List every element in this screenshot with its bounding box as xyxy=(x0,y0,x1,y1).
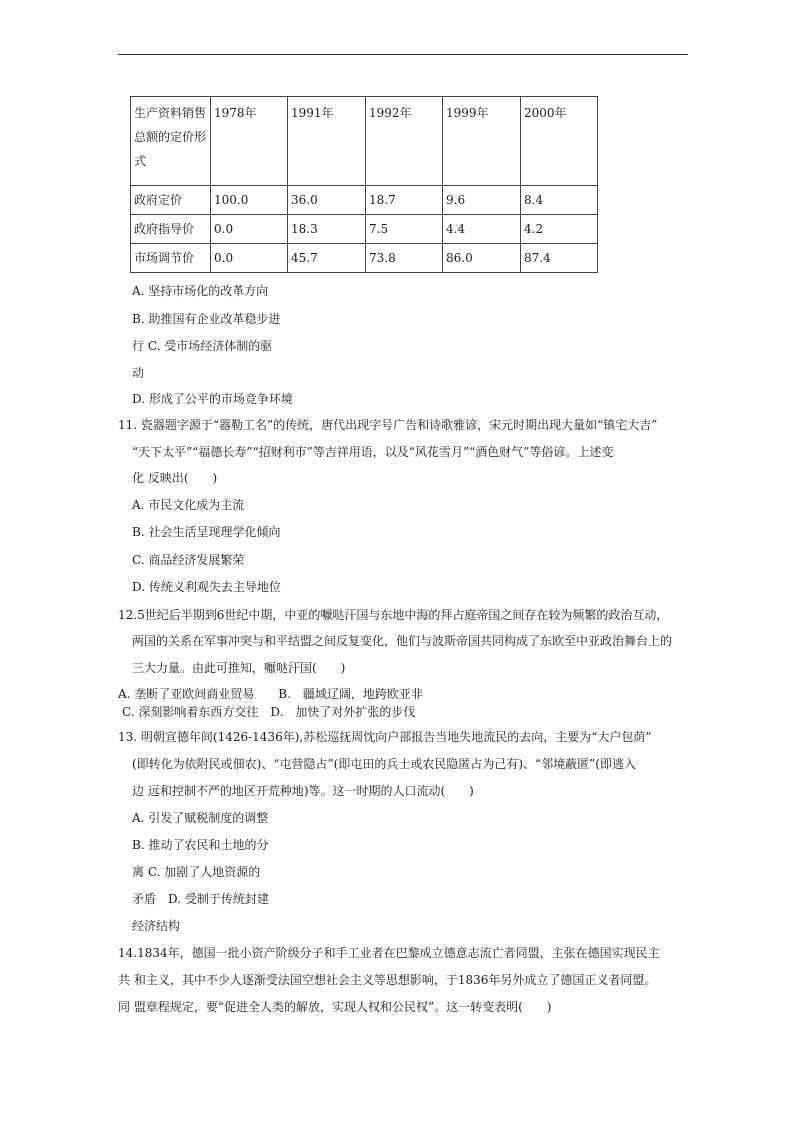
option-line: A. 垄断了亚欧间商业贸易 B. 疆域辽阔，地跨欧亚非 xyxy=(118,687,423,701)
question-line: 共 和主义，其中不少人逐渐受法国空想社会主义等思想影响，于1836年另外成立了德国正义者同盟。 xyxy=(118,973,657,987)
table-header-cell: 2000年 xyxy=(521,97,598,186)
option-line: B. 推动了农民和土地的分 xyxy=(132,838,269,852)
option-line: 经济结构 xyxy=(132,919,181,933)
price-form-table xyxy=(130,96,598,273)
header-line: 式 xyxy=(134,154,147,168)
option-line: A. 引发了赋税制度的调整 xyxy=(132,811,269,825)
option-line: 离 C. 加剧了人地资源的 xyxy=(132,865,261,879)
option-line: D. 形成了公平的市场竞争环境 xyxy=(132,392,293,406)
table-row xyxy=(131,215,598,244)
option-line: 行 C. 受市场经济体制的驱 xyxy=(132,339,273,353)
question-line: 13. 明朝宣德年间(1426-1436年),苏松巡抚周忱向户部报告当地失地流民的去向，主要为“大户包荫” xyxy=(118,730,652,744)
question-line: (即转化为依附民或佃农)、“屯营隐占”(即屯田的兵士或农民隐匿占为己有)、“邻境蔽匿”(即逃入 xyxy=(132,757,636,771)
option-line: B. 助推国有企业改革稳步进 xyxy=(132,312,281,326)
option-line: B. 社会生活呈现理学化倾向 xyxy=(132,525,281,539)
header-rule xyxy=(118,54,688,55)
table-cell: 86.0 xyxy=(443,244,521,273)
question-line: 11. 瓷器题字源于“器勒工名”的传统，唐代出现字号广告和诗歌雅谚，宋元时期出现大量如“镇宅大吉” xyxy=(118,418,658,432)
table-cell: 市场调节价 xyxy=(131,244,211,273)
table-cell: 7.5 xyxy=(366,215,443,244)
question-line: 14.1834年，德国一批小资产阶级分子和手工业者在巴黎成立德意志流亡者同盟，主张在德国实现民主 xyxy=(118,946,660,960)
table-header-cell xyxy=(131,97,211,186)
option-line: A. 坚持市场化的改革方向 xyxy=(132,284,269,298)
question-line: “天下太平”“福德长寿”“招财利市”等吉祥用语，以及“风花雪月”“酒色财气”等俗谚。上述变 xyxy=(132,445,614,459)
table-header-cell: 1991年 xyxy=(288,97,366,186)
option-line: C. 深刻影响着东西方交往 D. 加快了对外扩张的步伐 xyxy=(122,705,416,719)
question-line: 三大力量。由此可推知，嚈哒汗国( ) xyxy=(132,661,346,675)
table-cell: 9.6 xyxy=(443,186,521,215)
table-header-cell: 1978年 xyxy=(211,97,288,186)
table-cell: 36.0 xyxy=(288,186,366,215)
table-cell: 45.7 xyxy=(288,244,366,273)
table-cell: 0.0 xyxy=(211,215,288,244)
table-row xyxy=(131,244,598,273)
table-cell: 政府定价 xyxy=(131,186,211,215)
question-line: 同 盟章程规定，要“促进全人类的解放，实现人权和公民权”。这一转变表明( ) xyxy=(118,1000,552,1014)
option-line: D. 传统义利观失去主导地位 xyxy=(132,580,281,594)
table-cell: 100.0 xyxy=(211,186,288,215)
question-line: 两国的关系在军事冲突与和平结盟之间反复变化，他们与波斯帝国共同构成了东欧至中亚政治舞台上的 xyxy=(132,634,673,648)
table-cell: 0.0 xyxy=(211,244,288,273)
question-line: 化 反映出( ) xyxy=(132,471,218,485)
table-header-cell: 1999年 xyxy=(443,97,521,186)
table-cell: 4.4 xyxy=(443,215,521,244)
table-header-row xyxy=(131,97,598,186)
table-cell: 87.4 xyxy=(521,244,598,273)
table-header-cell: 1992年 xyxy=(366,97,443,186)
table-cell: 8.4 xyxy=(521,186,598,215)
header-line: 总额的定价形 xyxy=(134,130,207,144)
table-cell: 18.3 xyxy=(288,215,366,244)
table-cell: 18.7 xyxy=(366,186,443,215)
question-line: 12.5世纪后半期到6世纪中期，中亚的嚈哒汗国与东地中海的拜占庭帝国之间存在较为频繁的政治互动， xyxy=(118,608,669,622)
table-row xyxy=(131,186,598,215)
option-line: A. 市民文化成为主流 xyxy=(132,498,245,512)
table-cell: 73.8 xyxy=(366,244,443,273)
header-line: 生产资料销售 xyxy=(134,106,207,120)
table-cell: 4.2 xyxy=(521,215,598,244)
question-line: 边 远和控制不严的地区开荒种地)等。这一时期的人口流动( ) xyxy=(132,784,474,798)
option-line: 矛盾 D. 受制于传统封建 xyxy=(132,892,269,906)
option-line: 动 xyxy=(132,366,145,380)
option-line: C. 商品经济发展繁荣 xyxy=(132,553,245,567)
table-cell: 政府指导价 xyxy=(131,215,211,244)
